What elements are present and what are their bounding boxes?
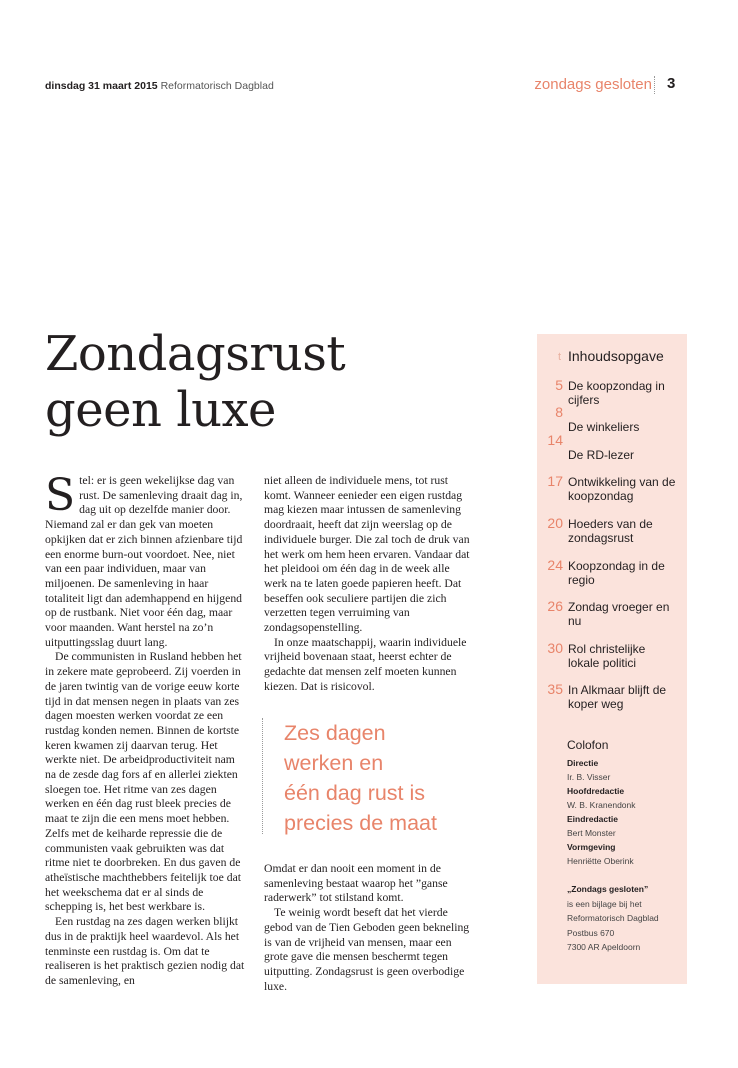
article-paragraph: In onze maatschappij, waarin individuele vrijheid bovenaan staat, heerst echter de gedachte dat mensen zelf moeten kunnen kiezen. Dat is risicovol. — [264, 635, 467, 693]
toc-item-label: De koopzondag in cijfers — [568, 379, 665, 407]
publication-line: Postbus 670 — [567, 927, 615, 938]
pull-quote-line: Zes dagen — [284, 721, 386, 745]
article-paragraph: Te weinig wordt beseft dat het vierde gebod van de Tien Geboden geen bekneling is van de vrijheid van mensen, maar een grote gave die mensen beschermt tegen uitputting. Zondagsrust is geen overbodige luxe. — [264, 906, 470, 993]
page-number: 3 — [667, 75, 676, 92]
toc-item-number: 24 — [547, 557, 563, 573]
pull-quote-text — [284, 718, 494, 838]
headline-line-1: Zondagsrust — [45, 326, 346, 382]
toc-item-label: Hoeders van de zondagsrust — [568, 517, 653, 545]
toc-title-marker: t — [557, 351, 561, 363]
toc-item-number: 26 — [547, 598, 563, 614]
article-column-2-continued — [264, 862, 471, 994]
paper-name: Reformatorisch Dagblad — [160, 80, 274, 92]
colofon — [567, 738, 682, 955]
article-paragraph — [45, 470, 248, 650]
toc-item-number: 5 — [555, 377, 563, 393]
publication-line: is een bijlage bij het — [567, 898, 642, 909]
toc-item-label: De RD-lezer — [568, 448, 635, 462]
colofon-person: Bert Monster — [567, 828, 616, 838]
colofon-person: W. B. Kranendonk — [567, 800, 636, 810]
page-header-info — [45, 80, 274, 92]
toc-item-label: Rol christelijke lokale politici — [568, 642, 646, 670]
article-paragraph: niet alleen de individuele mens, tot rust komt. Wanneer eenieder een eigen rustdag mag kiezen maar intussen de samenleving doordraait, heeft dat zijn weerslag op de individuele burger. Die zal toch de druk van het werk om hem heen ervaren. Vandaar dat het pleidooi om één dag in de week alle werk na te laten goede papieren heeft. Dat beseffen ook seculiere partijen die zich verzetten tegen verruiming van zondagsopenstelling. — [264, 474, 470, 635]
article-text: tel: er is geen wekelijkse dag van rust. De samenleving draait dag in, dag uit op dezelfde manier door. Niemand zal er dan gek van moeten opkijken dat er zich binnen afzienbare tijd een enorme burn-out voordoet. Nee, niet van een paar individuen, maar van miljoenen. De samenleving in haar totaliteit ligt dan ademhappend en hijgend op de rustbank. Niet voor één dag, maar voor maanden. Want herstel na zo’n uitputtingsslag duurt lang. — [45, 474, 243, 649]
headline-line-2: geen luxe — [45, 382, 276, 438]
colofon-role: Vormgeving — [567, 842, 616, 852]
article-paragraph: De communisten in Rusland hebben het in zekere mate geprobeerd. Zij voerden in de jaren twintig van de vorige eeuw korte tijd in dat mensen negen in plaats van zes dagen moesten werken voordat ze een rustdag konden nemen. Binnen de kortste keren kwamen zij daarvan terug. Het werkte niet. De arbeidproductiviteit nam na de zesde dag fors af en allerlei ziekten sloegen toe. Het ritme van zes dagen werken en één dag rust bleek precies de maat te zijn die een mens moet hebben. Zelfs met de keiharde repressie die de communisten vaak gebruikten was dat ritme niet te doorbreken. En dus gaven de atheïstische machthebbers feitelijk toe dat het weekschema dat er al sinds de schepping is, het best werkbare is. — [45, 650, 242, 914]
article-paragraph: Omdat er dan nooit een moment in de samenleving bestaat waarop het ”ganse raderwerk” tot stilstand komt. — [264, 862, 448, 905]
toc-item-number: 35 — [547, 681, 563, 697]
header-divider — [654, 76, 655, 94]
pull-quote — [262, 718, 494, 834]
toc-item-label: De winkeliers — [568, 420, 640, 434]
colofon-person: Henriëtte Oberink — [567, 856, 634, 866]
toc-item-number: 30 — [547, 640, 563, 656]
colofon-role: Directie — [567, 758, 599, 768]
toc-item-number: 14 — [547, 432, 563, 448]
toc-item-label: Koopzondag in de regio — [568, 559, 665, 587]
colofon-role: Eindredactie — [567, 814, 619, 824]
article-paragraph: Een rustdag na zes dagen werken blijkt dus in de praktijk heel waardevol. Als het tenminste een rustdag is. Om dat te realiseren is het praktisch gezien nodig dat de samenleving, en — [45, 915, 245, 987]
drop-cap: S — [45, 470, 76, 521]
article-column-2 — [264, 474, 471, 695]
pull-quote-line: één dag rust is — [284, 781, 426, 805]
colofon-person: Ir. B. Visser — [567, 772, 611, 782]
pull-quote-line: werken en — [284, 751, 384, 775]
publication-name: „Zondags gesloten” — [567, 884, 649, 894]
toc-item-number: 20 — [547, 515, 563, 531]
article-column-1 — [45, 470, 248, 989]
colofon-role: Hoofdredactie — [567, 786, 625, 796]
headline — [45, 326, 505, 438]
toc-item-number: 8 — [555, 404, 563, 420]
toc-item-label: Ontwikkeling van de koopzondag — [568, 475, 676, 503]
pull-quote-line: precies de maat — [284, 811, 437, 835]
issue-date: dinsdag 31 maart 2015 — [45, 80, 158, 92]
toc-title: Inhoudsopgave — [568, 348, 664, 364]
toc-item-label: In Alkmaar blijft de koper weg — [568, 683, 667, 711]
colofon-title: Colofon — [567, 738, 609, 752]
publication-line: Reformatorisch Dagblad — [567, 913, 659, 923]
section-name: zondags gesloten — [534, 76, 652, 93]
toc-item-label: Zondag vroeger en nu — [568, 600, 670, 628]
publication-line: 7300 AR Apeldoorn — [567, 942, 641, 952]
toc-item-number: 17 — [547, 473, 563, 489]
